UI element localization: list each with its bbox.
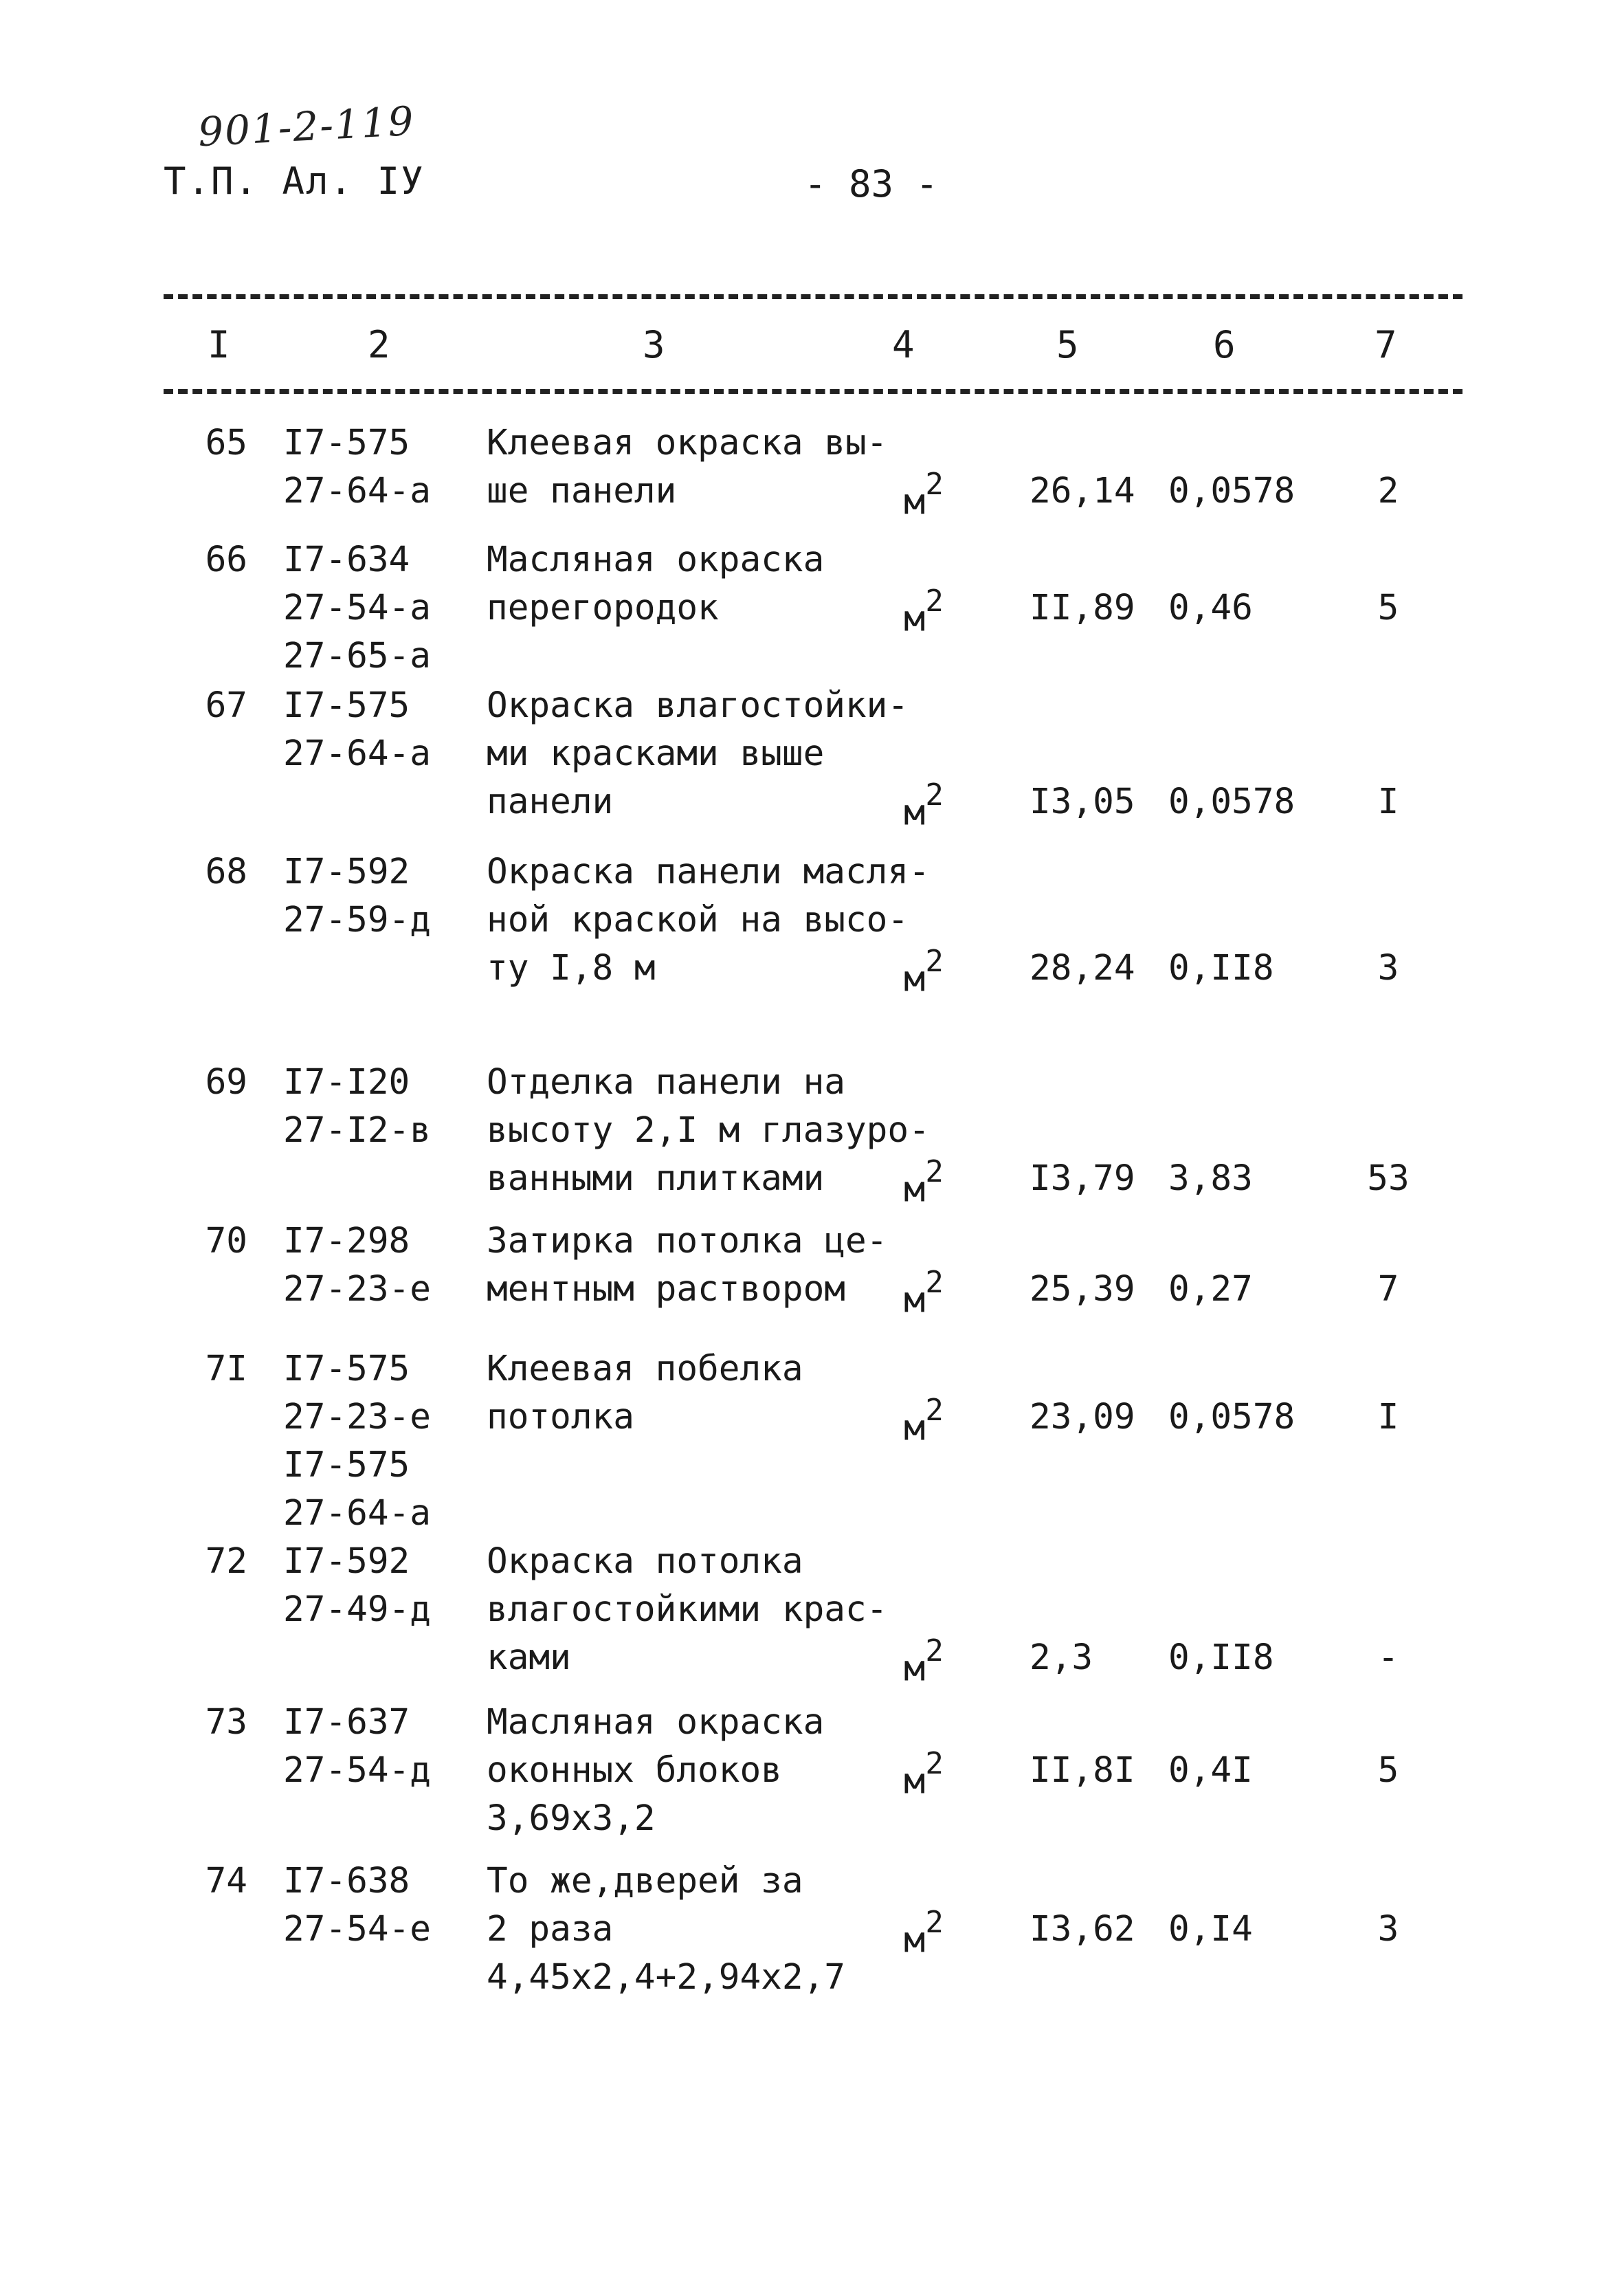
row-number: 68	[205, 852, 247, 892]
unit-label: м	[904, 598, 926, 640]
handwritten-code: 901-2-119	[197, 97, 416, 156]
total-cost: 5	[1377, 588, 1399, 628]
unit-superscript: 2	[925, 584, 944, 619]
unit-label: м	[904, 1279, 926, 1321]
col-header-5: 5	[1056, 323, 1079, 366]
unit-rate: 0,4I	[1168, 1750, 1253, 1791]
work-description: Затирка потолка це-	[487, 1221, 888, 1261]
quantity: 25,39	[1030, 1269, 1135, 1310]
norm-code: I7-298	[283, 1221, 410, 1261]
norm-code: 27-54-е	[283, 1909, 431, 1950]
work-description: 4,45х2,4+2,94х2,7	[487, 1957, 845, 1998]
work-description: оконных блоков	[487, 1750, 782, 1791]
page-number: - 83 -	[804, 162, 939, 206]
unit-superscript: 2	[925, 1746, 944, 1781]
work-description: ту I,8 м	[487, 948, 656, 989]
norm-code: 27-54-д	[283, 1750, 431, 1791]
unit-superscript: 2	[925, 1154, 944, 1189]
norm-code: 27-I2-в	[283, 1110, 431, 1151]
unit-label: м	[904, 1169, 926, 1211]
unit-superscript: 2	[925, 944, 944, 979]
row-number: 66	[205, 540, 247, 580]
row-number: 65	[205, 423, 247, 463]
total-cost: -	[1377, 1637, 1399, 1678]
work-description: Отделка панели на	[487, 1062, 845, 1103]
unit-label: м	[904, 958, 926, 1000]
quantity: II,89	[1030, 588, 1135, 628]
quantity: 28,24	[1030, 948, 1135, 989]
work-description: влагостойкими крас-	[487, 1589, 888, 1630]
unit-superscript: 2	[925, 1633, 944, 1668]
unit-of-measure	[904, 1155, 944, 1213]
work-description: Окраска панели масля-	[487, 852, 930, 892]
total-cost: 3	[1377, 1909, 1399, 1950]
row-number: 70	[205, 1221, 247, 1261]
unit-of-measure	[904, 1906, 944, 1964]
row-number: 74	[205, 1861, 247, 1901]
total-cost: 3	[1377, 948, 1399, 989]
unit-of-measure	[904, 945, 944, 1003]
unit-label: м	[904, 1760, 926, 1802]
col-header-7: 7	[1375, 323, 1397, 366]
total-cost: 7	[1377, 1269, 1399, 1310]
total-cost: I	[1377, 1397, 1399, 1437]
document-ref: Т.П. Ал. IУ	[164, 159, 425, 203]
work-description: То же,дверей за	[487, 1861, 803, 1901]
norm-code: I7-592	[283, 852, 410, 892]
work-description: панели	[487, 782, 614, 822]
norm-code: I7-575	[283, 1349, 410, 1389]
header-top-rule	[164, 294, 1462, 299]
work-description: перегородок	[487, 588, 719, 628]
norm-code: I7-I20	[283, 1062, 410, 1103]
unit-rate: 3,83	[1168, 1158, 1253, 1199]
unit-superscript: 2	[925, 1393, 944, 1428]
unit-superscript: 2	[925, 1265, 944, 1300]
work-description: ной краской на высо-	[487, 900, 909, 940]
quantity: I3,05	[1030, 782, 1135, 822]
total-cost: 53	[1367, 1158, 1410, 1199]
work-description: высоту 2,I м глазуро-	[487, 1110, 930, 1151]
unit-superscript: 2	[925, 777, 944, 813]
quantity: 2,3	[1030, 1637, 1093, 1678]
header-bottom-rule	[164, 389, 1462, 394]
unit-label: м	[904, 1407, 926, 1449]
row-number: 73	[205, 1702, 247, 1743]
work-description: ми красками выше	[487, 733, 825, 774]
unit-superscript: 2	[925, 1905, 944, 1940]
work-description: Окраска влагостойки-	[487, 685, 909, 726]
work-description: ше панели	[487, 471, 677, 511]
work-description: 3,69х3,2	[487, 1798, 656, 1839]
norm-code: 27-64-а	[283, 1493, 431, 1534]
norm-code: 27-49-д	[283, 1589, 431, 1630]
work-description: Масляная окраска	[487, 1702, 825, 1743]
unit-rate: 0,46	[1168, 588, 1253, 628]
unit-rate: 0,0578	[1168, 471, 1295, 511]
work-description: ментным раствором	[487, 1269, 845, 1310]
col-header-4: 4	[892, 323, 915, 366]
norm-code: I7-634	[283, 540, 410, 580]
unit-label: м	[904, 1648, 926, 1690]
col-header-2: 2	[368, 323, 390, 366]
unit-of-measure	[904, 778, 944, 837]
norm-code: I7-575	[283, 1445, 410, 1486]
norm-code: 27-54-а	[283, 588, 431, 628]
unit-of-measure	[904, 1393, 944, 1452]
norm-code: 27-59-д	[283, 900, 431, 940]
unit-label: м	[904, 1919, 926, 1961]
unit-of-measure	[904, 1634, 944, 1692]
unit-label: м	[904, 792, 926, 834]
work-description: Окраска потолка	[487, 1541, 803, 1582]
work-description: Масляная окраска	[487, 540, 825, 580]
quantity: 26,14	[1030, 471, 1135, 511]
row-number: 72	[205, 1541, 247, 1582]
unit-rate: 0,0578	[1168, 1397, 1295, 1437]
norm-code: I7-638	[283, 1861, 410, 1901]
work-description: Клеевая окраска вы-	[487, 423, 888, 463]
total-cost: 5	[1377, 1750, 1399, 1791]
norm-code: 27-23-е	[283, 1269, 431, 1310]
norm-code: I7-592	[283, 1541, 410, 1582]
norm-code: I7-575	[283, 685, 410, 726]
quantity: II,8I	[1030, 1750, 1135, 1791]
unit-label: м	[904, 481, 926, 523]
quantity: 23,09	[1030, 1397, 1135, 1437]
unit-rate: 0,27	[1168, 1269, 1253, 1310]
total-cost: I	[1377, 782, 1399, 822]
quantity: I3,62	[1030, 1909, 1135, 1950]
work-description: потолка	[487, 1397, 634, 1437]
unit-of-measure	[904, 1266, 944, 1324]
row-number: 7I	[205, 1349, 247, 1389]
unit-rate: 0,II8	[1168, 1637, 1274, 1678]
col-header-1: I	[208, 323, 230, 366]
unit-rate: 0,I4	[1168, 1909, 1253, 1950]
col-header-6: 6	[1213, 323, 1236, 366]
col-header-3: 3	[643, 323, 665, 366]
unit-rate: 0,0578	[1168, 782, 1295, 822]
work-description: ванными плитками	[487, 1158, 825, 1199]
row-number: 69	[205, 1062, 247, 1103]
unit-of-measure	[904, 467, 944, 526]
work-description: Клеевая побелка	[487, 1349, 803, 1389]
norm-code: 27-64-а	[283, 471, 431, 511]
unit-of-measure	[904, 584, 944, 643]
norm-code: 27-64-а	[283, 733, 431, 774]
quantity: I3,79	[1030, 1158, 1135, 1199]
unit-rate: 0,II8	[1168, 948, 1274, 989]
work-description: 2 раза	[487, 1909, 614, 1950]
row-number: 67	[205, 685, 247, 726]
norm-code: 27-65-а	[283, 636, 431, 676]
total-cost: 2	[1377, 471, 1399, 511]
work-description: ками	[487, 1637, 571, 1678]
unit-of-measure	[904, 1747, 944, 1805]
norm-code: I7-575	[283, 423, 410, 463]
unit-superscript: 2	[925, 467, 944, 502]
norm-code: 27-23-е	[283, 1397, 431, 1437]
norm-code: I7-637	[283, 1702, 410, 1743]
